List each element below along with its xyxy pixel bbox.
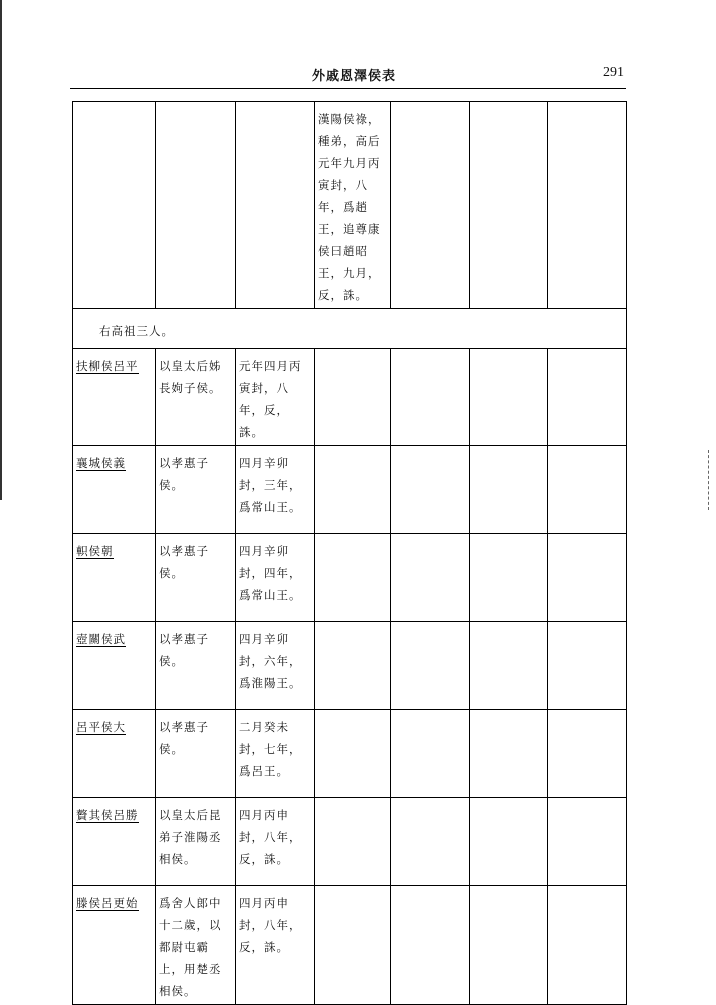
- table-cell: [236, 102, 315, 309]
- table-cell: [470, 534, 548, 622]
- table-cell: [391, 349, 470, 446]
- table-cell: [315, 534, 391, 622]
- table-cell: [391, 622, 470, 710]
- table-row: [73, 886, 627, 1005]
- table-row: [73, 349, 627, 446]
- table-cell: [391, 102, 470, 309]
- marquis-name: 扶柳侯呂平: [73, 349, 156, 446]
- table-row: [73, 102, 627, 309]
- table-cell: [548, 710, 627, 798]
- section-row: [73, 309, 627, 349]
- table-cell: [73, 102, 156, 309]
- table-cell: [548, 798, 627, 886]
- enfeoffment-basis: 以孝惠子侯。: [156, 534, 236, 622]
- table-cell: [470, 710, 548, 798]
- table-row: [73, 798, 627, 886]
- enfeoffment-record: 四月丙申封，八年，反，誅。: [236, 798, 315, 886]
- enfeoffment-basis: 以孝惠子侯。: [156, 446, 236, 534]
- enfeoffment-record: 二月癸未封，七年，爲呂王。: [236, 710, 315, 798]
- top-record-text: 漢陽侯祿，種弟，高后元年九月丙寅封，八年，爲趙王，追尊康侯曰趙昭王，九月，反，誅。: [318, 112, 381, 302]
- table-cell: [315, 622, 391, 710]
- table-cell: [548, 349, 627, 446]
- table-cell: [548, 534, 627, 622]
- enfeoffment-basis: 以皇太后昆弟子淮陽丞相侯。: [156, 798, 236, 886]
- page-number: 291: [603, 65, 624, 80]
- enfeoffment-record: 四月辛卯封，三年，爲常山王。: [236, 446, 315, 534]
- running-title: 外戚恩澤侯表: [312, 69, 397, 84]
- table-cell: [548, 102, 627, 309]
- table-row: [73, 710, 627, 798]
- marquis-name: 軹侯朝: [73, 534, 156, 622]
- table-row: [73, 446, 627, 534]
- enfeoffment-basis: 以孝惠子侯。: [156, 710, 236, 798]
- table-cell: [391, 798, 470, 886]
- header-rule: [70, 88, 626, 89]
- scan-edge: [0, 0, 2, 500]
- table-cell: [315, 446, 391, 534]
- margin-marks: [708, 450, 711, 510]
- table-cell: [391, 534, 470, 622]
- page-header: [70, 65, 626, 89]
- table-cell: [156, 102, 236, 309]
- genealogy-table: [72, 101, 627, 1005]
- table-cell: [548, 446, 627, 534]
- enfeoffment-record: 四月辛卯封，四年，爲常山王。: [236, 534, 315, 622]
- enfeoffment-record: 四月辛卯封，六年，爲淮陽王。: [236, 622, 315, 710]
- marquis-name: 滕侯呂更始: [73, 886, 156, 1005]
- table-cell: [315, 710, 391, 798]
- enfeoffment-basis: 爲舍人郎中十二歲，以都尉屯霸上，用楚丞相侯。: [156, 886, 236, 1005]
- marquis-name: 呂平侯大: [73, 710, 156, 798]
- marquis-name: 襄城侯義: [73, 446, 156, 534]
- table-cell: [391, 446, 470, 534]
- table-cell: [470, 446, 548, 534]
- enfeoffment-record: 四月丙申封，八年，反，誅。: [236, 886, 315, 1005]
- marquis-name: 贅其侯呂勝: [73, 798, 156, 886]
- table-cell: [548, 622, 627, 710]
- table-cell: [391, 710, 470, 798]
- enfeoffment-basis: 以孝惠子侯。: [156, 622, 236, 710]
- table-cell: [315, 798, 391, 886]
- table-cell: [470, 349, 548, 446]
- table-cell: [470, 622, 548, 710]
- table-cell: [470, 798, 548, 886]
- table-cell: [470, 102, 548, 309]
- section-note: 右高祖三人。: [73, 309, 627, 349]
- top-record-cell: [315, 102, 391, 309]
- enfeoffment-record: 元年四月丙寅封，八年，反，誅。: [236, 349, 315, 446]
- table-row: [73, 622, 627, 710]
- table-cell: [391, 886, 470, 1005]
- table-cell: [470, 886, 548, 1005]
- marquis-name: 壺關侯武: [73, 622, 156, 710]
- enfeoffment-basis: 以皇太后姊長姁子侯。: [156, 349, 236, 446]
- table-row: [73, 534, 627, 622]
- table-cell: [315, 886, 391, 1005]
- table-cell: [315, 349, 391, 446]
- table-cell: [548, 886, 627, 1005]
